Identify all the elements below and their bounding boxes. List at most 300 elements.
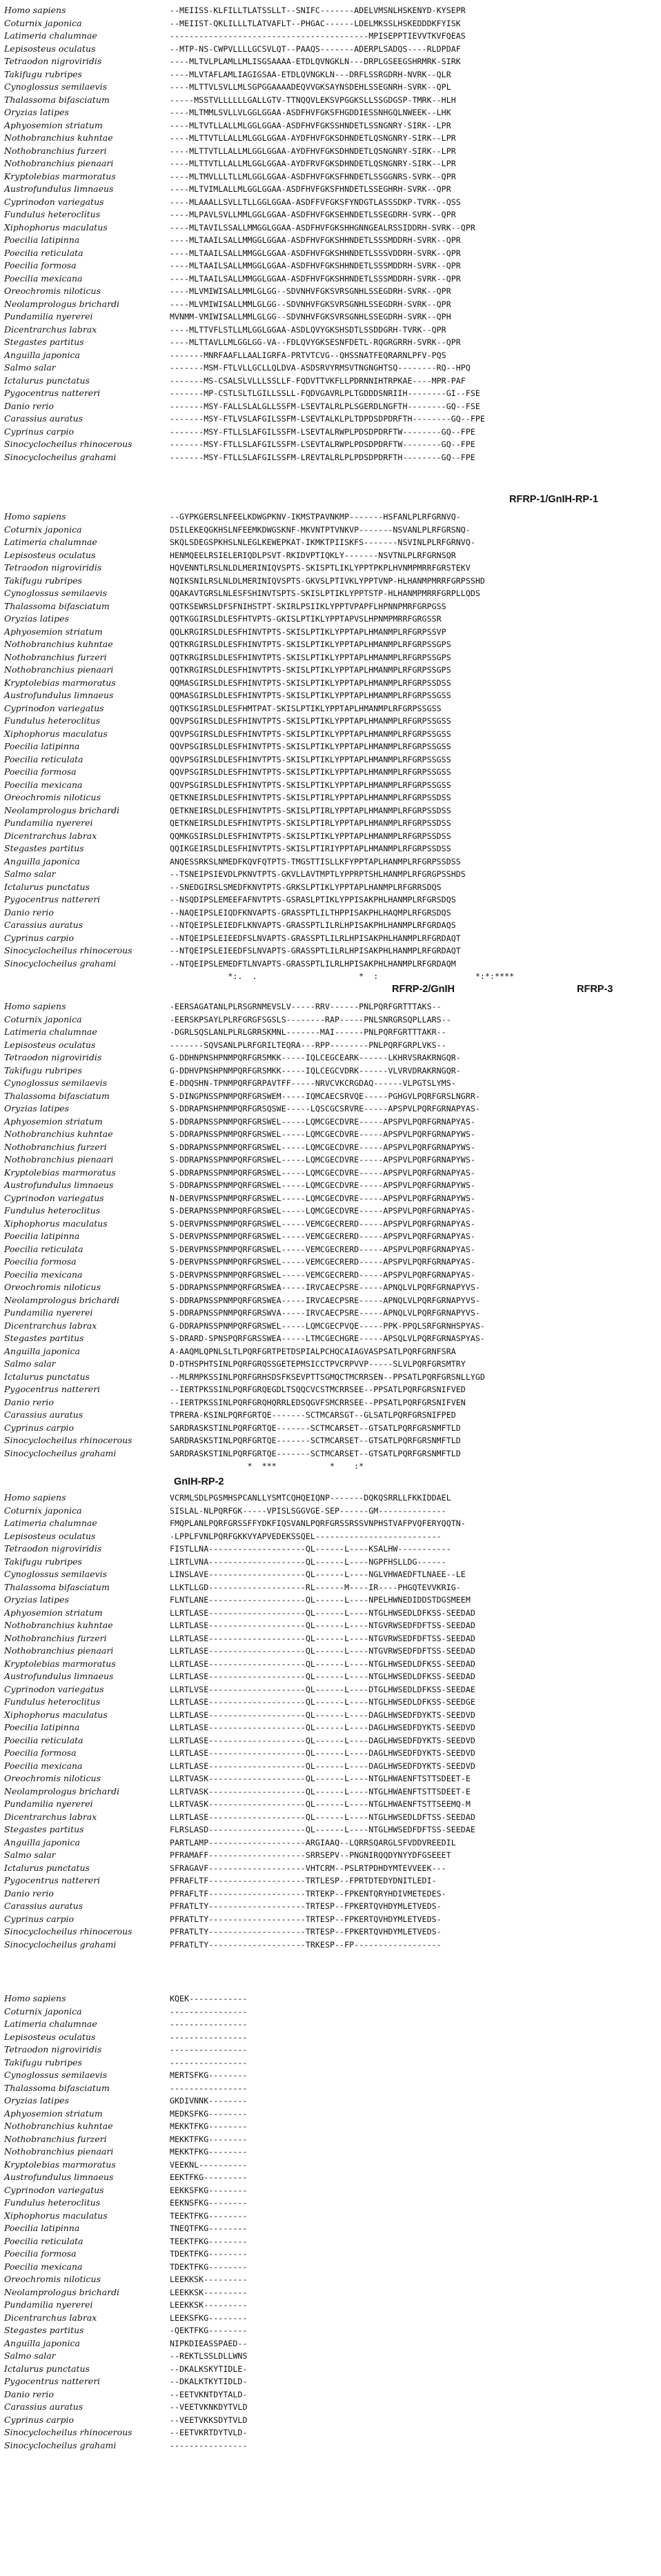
species-name: Sinocyclocheilus rhinocerous (4, 1926, 132, 1936)
sequence: QQTKRGIRSLDLESFHINVTPTS-SKISLPTIKLYPPTAPLHMANMPLRFGRPSSGPS (170, 652, 451, 662)
species-name: Anguilla japonica (4, 2337, 80, 2348)
sequence: ----MLTAVILSSALLMMGGLGGAA-ASDFHVFGKSHHGNNGEALRSSIDDRH-SVRK--QPR (170, 222, 475, 232)
alignment-row (0, 2057, 661, 2070)
sequence: --NTQEIPSLEIEDFLKNVAPTS-GRASSPTLILRLHPISAKPHLHANMPLRFGRDAQS (170, 920, 456, 930)
alignment-row (0, 30, 661, 43)
alignment-row (0, 221, 661, 235)
species-name: Cyprinodon variegatus (4, 196, 104, 207)
alignment-row (0, 349, 661, 362)
rfrp3-label: RFRP-3 (577, 984, 613, 995)
sequence: LLRTLASE--------------------QL------L----NTGLHWSEDLDFKSS-SEEDAD (170, 1658, 475, 1669)
sequence: -QEKTFKG-------- (170, 2326, 248, 2335)
sequence: FMQPLANLPQRFGRSSFFYDKFIQSVANLPQRFGRSSRSSVNPHSTVAFPVQFERYQQTN- (170, 1518, 466, 1528)
species-name: Tetraodon nigroviridis (4, 56, 102, 66)
species-name: Poecilia latipinna (4, 235, 80, 245)
alignment-row (0, 1492, 661, 1505)
alignment-row (0, 842, 661, 855)
sequence: LLRTLASE--------------------QL------L----NTGVRWSEDFDFTSS-SEEDAD (170, 1621, 475, 1630)
sequence: QQAKAVTGRSLNLESFSHINVTSPTS-SKISLPTIKLYPPTSTP-HLHANMPMRRFGRPLLQDS (170, 588, 480, 598)
alignment-row (0, 2018, 661, 2031)
sequence: QETKNEIRSLDLESFHINVTPTS-SKISLPTIRLYPPTAPLHMANMPLRFGRPSSDSS (170, 805, 451, 815)
alignment-row (0, 626, 661, 639)
sequence: LLRTLASE--------------------QL------L----NTGLHWSEDLDFKSS-SEEDAD (170, 1607, 475, 1618)
sequence: PFRATLTY--------------------TRTESP--FPKERTQVHDYMLETVEDS- (170, 1901, 442, 1911)
alignment-row (0, 310, 661, 324)
alignment-row (0, 1925, 661, 1939)
alignment-row (0, 2069, 661, 2082)
consensus-row (0, 1460, 661, 1473)
sequence: -EERSKPSAYLPLRFGRGFSGSLS--------RAP-----PNLSNRGRSQPLLARS-- (170, 1014, 451, 1024)
alignment-row (0, 1153, 661, 1167)
alignment-row (0, 1128, 661, 1141)
species-name: Neolamprologus brichardi (4, 298, 120, 309)
species-name: Anguilla japonica (4, 855, 80, 866)
alignment-row (0, 587, 661, 600)
alignment-row (0, 830, 661, 843)
species-name: Cyprinodon variegatus (4, 2184, 104, 2195)
species-name: Thalassoma bifasciatum (4, 1090, 110, 1101)
alignment-row (0, 55, 661, 68)
species-name: Xiphophorus maculatus (4, 728, 108, 739)
species-name: Anguilla japonica (4, 1345, 80, 1356)
species-name: Carassius auratus (4, 2401, 83, 2412)
species-name: Cynoglossus semilaevis (4, 588, 107, 598)
species-name: Carassius auratus (4, 1901, 83, 1911)
alignment-row (0, 1900, 661, 1913)
alignment-block (0, 1000, 661, 1473)
sequence: S-DERVPNSSPNMPQRFGRSWEL-----VEMCGECRERD-----APSPVLPQRFGRNAPYAS- (170, 1269, 475, 1280)
sequence: -------MNRFAAFLLAALIGRFA-PRTVTCVG--QHSSNATFEQRARNLPFV-PQS (170, 350, 446, 360)
alignment-row (0, 855, 661, 869)
alignment-row (0, 2363, 661, 2376)
alignment-row (0, 1447, 661, 1460)
alignment-row (0, 1747, 661, 1760)
sequence: E-DDQSHN-TPNMPQRFGRPAVTFF-----NRVCVKCRGDAQ------VLPGTSLYMS- (170, 1078, 456, 1088)
sequence: PFRAMAFF--------------------SRRSEPV--PNGNIRQQDYNYYDFGSEEET (170, 1850, 451, 1860)
species-name: Pundamilia nyererei (4, 311, 93, 321)
species-name: Pundamilia nyererei (4, 1307, 93, 1318)
alignment-row (0, 1256, 661, 1269)
sequence: -LPPLFVNLPQRFGKKVYAPVEDEKSSQEL-------------------------- (170, 1531, 442, 1541)
sequence: S-DERVPNSSPNMPQRFGRSWEL-----VEMCGECRERD-----APSPVLPQRFGRNAPYAS- (170, 1257, 475, 1267)
sequence: S-DDRAPNSSPNMPQRFGRSWEL-----LQMCGECDVRE-----APSPVLPQRFGRNAPYAS- (170, 1116, 475, 1127)
species-name: Sinocyclocheilus grahami (4, 1447, 117, 1458)
species-name: Nothobranchius furzeri (4, 1141, 107, 1152)
sequence: LLRTLASE--------------------QL------L----NTGVRWSEDFDFTSS-SEEDAD (170, 1633, 475, 1643)
sequence: SFRAGAVF--------------------VHTCRM--PSLRTPDHDYMTEVVEEK--- (170, 1863, 446, 1873)
alignment-row (0, 2235, 661, 2248)
species-name: Fundulus heteroclitus (4, 1205, 101, 1216)
sequence: ----MLTAAILSALLMMGGLGGAA-ASDFHVFGKSHHNDETLSSSMDDRH-SVRK--QPR (170, 273, 461, 284)
sequence: --NTQEIPSLEMEDFTLNVAPTS-GRASSPTLILRLHPISAKPHLHANMPLRFGRDAQM (170, 958, 456, 969)
alignment-row (0, 1632, 661, 1645)
sequence: -------MSY-FTLLSLAFGILSSFM-LSEVTALRWPLPDSDPDRFTW--------GQ--FPE (170, 426, 475, 437)
alignment-row (0, 196, 661, 209)
species-name: Oreochromis niloticus (4, 286, 101, 296)
species-name: Tetraodon nigroviridis (4, 562, 102, 573)
alignment-row (0, 1090, 661, 1103)
sequence: VEEKNL---------- (170, 2159, 248, 2170)
species-name: Xiphophorus maculatus (4, 2210, 108, 2221)
species-name: Poecilia reticulata (4, 1243, 83, 1254)
species-name: Poecilia mexicana (4, 779, 83, 790)
sequence: LLRTLASE--------------------QL------L----DAGLHWSEDFDYKTS-SEEDVD (170, 1761, 475, 1771)
species-name: Salmo salar (4, 362, 56, 373)
sequence: N-DERVPNSSPNMPQRFGRSWEL-----LQMCGECDVRE-----APSPVLPQRFGRNAPYWS- (170, 1193, 475, 1203)
sequence: S-DDRAPNSSPNMPQRFGRSWVA-----IRVCAECPSRE-----APNQLVLPQRFGRNAPYVS- (170, 1308, 480, 1318)
sequence: SARDRASKSTINLPQRFGRTQE-------SCTMCARSET--GTSATLPQRFGRSNMFTLD (170, 1448, 461, 1458)
alignment-row (0, 1051, 661, 1064)
sequence: G-DDHNPNSHPNMPQRFGRSMKK-----IQLCEGCEARK------LKHRVSRAKRNGQR- (170, 1053, 461, 1062)
alignment-row (0, 400, 661, 413)
species-name: Xiphophorus maculatus (4, 1218, 108, 1229)
sequence: ----MLTAAILSALLMMGGLGGAA-ASDFHVFGKSHHNDETLSSSVDDRH-SVRK--QPR (170, 248, 461, 258)
alignment-row (0, 1039, 661, 1052)
sequence: S-DDRAPNSSPNMPQRFGRSWEL-----LQMCGECDVRE-----APSPVLPQRFGRNAPYWS- (170, 1180, 475, 1190)
species-name: Pundamilia nyererei (4, 2299, 93, 2310)
alignment-row (0, 2043, 661, 2057)
alignment-row (0, 1823, 661, 1836)
alignment-block (0, 4, 661, 464)
alignment-row (0, 2171, 661, 2184)
alignment-row (0, 285, 661, 298)
species-name: Nothobranchius kuhntae (4, 639, 113, 649)
sequence: S-DERVPNSSPNMPQRFGRSWEL-----VEMCGECRERD-----APSPVLPQRFGRNAPYAS- (170, 1231, 475, 1241)
sequence: -------MSY-FTLLSLAFGILSSFM-LREVTALRLPLPDSDPDRFTH--------GQ--FPE (170, 452, 475, 462)
alignment-row (0, 1243, 661, 1256)
alignment-row (0, 106, 661, 119)
sequence: --NSQDIPSLEMEEFAFNVTPTS-GSRASLPTIKLYPPISAKPHLHANMPLRFGRSDQS (170, 895, 456, 904)
alignment-row (0, 779, 661, 792)
alignment-row (0, 259, 661, 273)
species-name: Poecilia latipinna (4, 741, 80, 751)
sequence: QQMASGIRSLDLESFHINVTPTS-SKISLPTIKLYPPTAPLHMANMPLRFGRPSSGSS (170, 691, 451, 700)
alignment-row (0, 1543, 661, 1556)
sequence: TDEKTFKG-------- (170, 2261, 248, 2272)
species-name: Homo sapiens (4, 1993, 66, 2003)
sequence: LINSLAVE--------------------QL------L----NGLVHWAEDFTLNAEE--LE (170, 1569, 466, 1579)
species-name: Coturnix japonica (4, 2005, 82, 2017)
alignment-row (0, 1785, 661, 1799)
species-name: Fundulus heteroclitus (4, 1696, 101, 1707)
alignment-row (0, 1874, 661, 1888)
species-name: Pygocentrus nattereri (4, 388, 101, 398)
species-name: Danio rerio (4, 906, 54, 918)
alignment-row (0, 298, 661, 311)
sequence: --NTQEIPSLEIEEDFSLNVAPTS-GRASSPTLILRLHPISAKPHLHANMPLRFGRDAQT (170, 946, 461, 955)
species-name: Sinocyclocheilus grahami (4, 1939, 117, 1950)
species-name: Stegastes partitus (4, 1333, 84, 1343)
alignment-row (0, 1734, 661, 1747)
sequence: ----MLTAAILSALLMMGGLGGAA-ASDFHVFGKSHHNDETLSSSMDDRH-SVRK--QPR (170, 235, 461, 245)
sequence: --MTP-NS-CWPVLLLLGCSVLQT--PAAQS-------ADERPLSADQS----RLDPDAF (170, 43, 461, 54)
alignment-row (0, 387, 661, 400)
sequence: MVNMM-VMIWISALLMMLGLGG--SDVNHVFGKSVRSGNHLSSEGDRH-SVRK--QPH (170, 312, 451, 321)
alignment-row (0, 324, 661, 337)
sequence: ---------------- (170, 2019, 248, 2029)
sequence: SARDRASKSTINLPQRFGRTQE-------SCTMCARSET--GTSATLPQRFGRSNMFTLD (170, 1436, 461, 1445)
sequence: LLRTLASE--------------------QL------L----DAGLHWSEDFDYKTS-SEEDVD (170, 1748, 475, 1758)
sequence: S-DERVPNSSPNMPQRFGRSWEL-----VEMCGECRERD-----APSPVLPQRFGRNAPYAS- (170, 1244, 475, 1254)
alignment-row (0, 2031, 661, 2044)
species-name: Nothobranchius kuhntae (4, 1620, 113, 1630)
alignment-row (0, 1294, 661, 1307)
species-name: Neolamprologus brichardi (4, 2286, 120, 2297)
species-name: Nothobranchius pienaari (4, 1154, 114, 1165)
species-name: Ictalurus punctatus (4, 2363, 90, 2374)
species-name: Austrofundulus limnaeus (4, 1671, 114, 1681)
alignment-row (0, 893, 661, 906)
species-name: Danio rerio (4, 1396, 54, 1407)
alignment-row (0, 524, 661, 537)
alignment-row (0, 2082, 661, 2095)
alignment-block (0, 1492, 661, 1951)
species-name: Neolamprologus brichardi (4, 1785, 120, 1796)
sequence: S-DINGPNSSPNMPQRFGRSWEM-----IQMCAECSRVQE-----PGHGVLPQRFGRSLNGRR- (170, 1091, 480, 1101)
species-name: Pygocentrus nattereri (4, 1384, 101, 1394)
species-name: Danio rerio (4, 2388, 54, 2399)
species-name: Aphyosemion striatum (4, 626, 103, 637)
sequence: EEKTFKG--------- (170, 2172, 248, 2182)
sequence: QQTKRGIRSLDLESFHINVTPTS-SKISLPTIKLYPPTAPLHMANMPLRFGRPSSGPS (170, 665, 451, 675)
sequence: SKQLSDEGSPKHSLNLEGLKEWEPKAT-IKMKTPIISKFS-------NSVINLPLRFGRNVQ- (170, 537, 475, 547)
species-name: Sinocyclocheilus grahami (4, 451, 117, 462)
species-name: Coturnix japonica (4, 1013, 82, 1024)
sequence: QQLKRGIRSLDLESFHINVTPTS-SKISLPTIKLYPPTAPLHMANMPLRFGRPSSVP (170, 626, 446, 637)
species-name: Nothobranchius furzeri (4, 145, 107, 156)
sequence: -----------------------------------------MPISEPPTIEVVTKVFQEAS (170, 31, 466, 41)
species-name: Carassius auratus (4, 920, 83, 930)
species-name: Cynoglossus semilaevis (4, 2070, 107, 2080)
alignment-row (0, 1862, 661, 1875)
species-name: Cyprinodon variegatus (4, 1192, 104, 1203)
sequence: QQIKGEIRSLDLESFHINVTPTS-SKISLPTIRIYPPTAPLHMANMPLRFGRPSSDSS (170, 844, 451, 853)
sequence: LEEKKSK--------- (170, 2300, 248, 2310)
species-name: Latimeria chalumnae (4, 1518, 97, 1528)
alignment-row (0, 1269, 661, 1282)
alignment-row (0, 817, 661, 830)
sequence: ----MLTMVLLLTLLMLGGLGGAA-ASDFHVFGKSFHNDETLSSGGNRS-SVRK--QPR (170, 171, 456, 181)
alignment-row (0, 1849, 661, 1862)
species-name: Homo sapiens (4, 511, 66, 522)
sequence: -------MS-CSALSLVLLLSSLLF-FQDVTTVKFLLPDRNNIHTRPKAE----MPR-PAF (170, 375, 466, 386)
alignment-row (0, 562, 661, 575)
sequence: --SNEDGIRSLSMEDFKNVTPTS-GRKSLPTIKLYPPTAPLHANMPLRFGRRSDQS (170, 882, 442, 892)
sequence: DSILEKEQGKHSLNFEEMKDWGSKNF-MKVNTPTVNKVP-------NSVANLPLRFGRSNQ- (170, 524, 471, 535)
alignment-row (0, 919, 661, 932)
sequence: PFRATLTY--------------------TRKESP--FP------------------ (170, 1939, 442, 1950)
species-name: Kryptolebias marmoratus (4, 170, 116, 181)
alignment-row (0, 1013, 661, 1027)
alignment-row (0, 2426, 661, 2439)
sequence: ----MLVTAFLAMLIAGIGSAA-ETDLQVNGKLN---DRFLSSRGDRH-NVRK--QLR (170, 69, 451, 79)
species-name: Poecilia mexicana (4, 2261, 83, 2272)
species-name: Nothobranchius kuhntae (4, 1129, 113, 1139)
alignment-row (0, 2108, 661, 2121)
species-name: Anguilla japonica (4, 1836, 80, 1847)
sequence: FLNTLANE--------------------QL------L----NPELHWNEDIDDSTDGSMEEM (170, 1595, 471, 1605)
alignment-row (0, 1116, 661, 1129)
alignment-row (0, 1077, 661, 1090)
species-name: Tetraodon nigroviridis (4, 1543, 102, 1554)
species-name: Ictalurus punctatus (4, 375, 90, 386)
sequence: HENMQEELRSIELERIQDLPSVT-RKIDVPTIQKLY-------NSVTNLPLRFGRNSQR (170, 550, 456, 560)
species-name: Thalassoma bifasciatum (4, 94, 110, 105)
sequence: EEKNSFKG-------- (170, 2198, 248, 2208)
species-name: Cyprinus carpio (4, 426, 75, 437)
species-name: Austrofundulus limnaeus (4, 184, 114, 194)
alignment-row (0, 1434, 661, 1447)
alignment-row (0, 247, 661, 260)
alignment-row (0, 600, 661, 613)
species-name: Aphyosemion striatum (4, 1116, 103, 1127)
alignment-row (0, 94, 661, 107)
alignment-row (0, 1167, 661, 1180)
alignment-row (0, 2388, 661, 2401)
species-name: Poecilia formosa (4, 1747, 77, 1758)
sequence: --IERTPKSSINLPQRFGRQHQRRLEDSQGVFSMCRRSEE--PPSATLPQRFGRSNIFVEN (170, 1397, 466, 1407)
species-name: Kryptolebias marmoratus (4, 1167, 116, 1178)
sequence: --MLRMPKSSINLPQRFGRHSDSFKSEVPTTSGMQCTMCRRSEN--PPSATLPQRFGRSNLLYGD (170, 1371, 485, 1382)
sequence: S-DERAPNSSPNMPQRFGRSWEL-----LQMCGECDVRE-----APSPVLPQRFGRNAPYAS- (170, 1206, 475, 1216)
consensus-symbols: * *** * :* (170, 1461, 364, 1471)
species-name: Poecilia latipinna (4, 2223, 80, 2233)
alignment-row (0, 145, 661, 158)
sequence: ANQESSRKSLNMEDFKQVFQTPTS-TMGSTTISLLKFYPPTAPLHANMPLRFGRPSSDSS (170, 856, 461, 866)
species-name: Austrofundulus limnaeus (4, 1180, 114, 1190)
alignment-row (0, 43, 661, 56)
species-name: Takifugu rubripes (4, 2057, 82, 2068)
alignment-row (0, 1332, 661, 1345)
alignment-row (0, 68, 661, 81)
species-name: Latimeria chalumnae (4, 1027, 97, 1037)
sequence: ----MLTTVTLLALLMLGGLGGAA-AYDFHVFGKSDHNDETLQSNGNRY-SIRK--LPR (170, 133, 456, 143)
species-name: Homo sapiens (4, 1492, 66, 1503)
species-name: Salmo salar (4, 869, 56, 879)
sequence: TNEQTFKG-------- (170, 2223, 248, 2233)
species-name: Oryzias latipes (4, 1594, 69, 1605)
alignment-row (0, 170, 661, 184)
sequence: -EERSAGATANLPLRSGRNMEVSLV-----RRV------PNLPQRFGRTTTAKS-- (170, 1002, 442, 1011)
sequence: LLRTVASK--------------------QL------L----NTGLHWAENFTSTTSDEET-E (170, 1786, 471, 1796)
sequence: ----MLTTVLSVLLMLSGPGGAAAADEQVVGKSAYNSDEHLSSEGNRH-SVRK--QPL (170, 82, 451, 92)
alignment-row (0, 2414, 661, 2427)
sequence: --DKALKTKYTIDLD- (170, 2377, 248, 2386)
sequence: --TSNEIPSIEVDLPKNVTPTS-GKVLLAVTMPTLYPPRPTSHLHANMPLRFGRGPSSHDS (170, 869, 466, 879)
alignment-row (0, 715, 661, 728)
species-name: Takifugu rubripes (4, 68, 82, 79)
sequence: --IERTPKSSINLPQRFGRQEGDLTSQQCVCSTMCRRSEE--PPSATLPQRFGRSNIFVED (170, 1385, 466, 1394)
species-name: Oreochromis niloticus (4, 2274, 101, 2284)
sequence: TEEKTFKG-------- (170, 2236, 248, 2246)
species-name: Oreochromis niloticus (4, 792, 101, 802)
alignment-row (0, 1205, 661, 1218)
alignment-row (0, 4, 661, 17)
alignment-row (0, 1383, 661, 1396)
alignment-row (0, 638, 661, 651)
alignment-row (0, 1505, 661, 1518)
species-name: Nothobranchius furzeri (4, 1632, 107, 1643)
alignment-row (0, 2375, 661, 2388)
species-name: Pundamilia nyererei (4, 818, 93, 828)
alignment-row (0, 728, 661, 741)
alignment-row (0, 1026, 661, 1039)
species-name: Nothobranchius kuhntae (4, 132, 113, 143)
species-name: Sinocyclocheilus grahami (4, 2439, 117, 2450)
alignment-block (0, 1992, 661, 2452)
sequence: ---------------- (170, 2057, 248, 2068)
species-name: Pygocentrus nattereri (4, 894, 101, 904)
sequence: QQTKRGIRSLDLESFHINVTPTS-SKISLPTIKLYPPTAPLHMANMPLRFGRPSSGPS (170, 640, 451, 649)
species-name: Cyprinus carpio (4, 2414, 75, 2425)
species-name: Fundulus heteroclitus (4, 2197, 101, 2208)
sequence: LLRTLASE--------------------QL------L----NTGVRWSEDFDFTSS-SEEDAD (170, 1646, 475, 1656)
alignment-row (0, 1102, 661, 1116)
species-name: Thalassoma bifasciatum (4, 600, 110, 611)
species-name: Oryzias latipes (4, 107, 69, 117)
alignment-row (0, 1307, 661, 1320)
sequence: G-DDHVPNSHPNMPQRFGRSMKK-----IQLCEGCVDRK------VLVRVDRAKRNGQR- (170, 1065, 461, 1076)
species-name: Poecilia mexicana (4, 1269, 83, 1280)
species-name: Poecilia reticulata (4, 2235, 83, 2246)
species-name: Latimeria chalumnae (4, 537, 97, 547)
species-name: Takifugu rubripes (4, 575, 82, 586)
species-name: Takifugu rubripes (4, 1556, 82, 1567)
alignment-row (0, 766, 661, 779)
alignment-row (0, 2210, 661, 2223)
sequence: QETKNEIRSLDLESFHINVTPTS-SKISLPTIRLYPPTAPLHMANMPLRFGRPSSDSS (170, 793, 451, 802)
alignment-row (0, 273, 661, 286)
species-name: Cyprinus carpio (4, 932, 75, 943)
sequence: FISTLLNA--------------------QL------L----KSALHW----------- (170, 1544, 451, 1554)
alignment-row (0, 208, 661, 221)
species-name: Danio rerio (4, 400, 54, 411)
alignment-row (0, 753, 661, 766)
sequence: LLKTLLGD--------------------RL------M----IR----PHGQTEVVKRIG- (170, 1582, 461, 1592)
species-name: Coturnix japonica (4, 17, 82, 28)
sequence: --EETVKRTDYTVLD- (170, 2428, 248, 2437)
alignment-row (0, 1000, 661, 1013)
alignment-row (0, 881, 661, 894)
species-name: Salmo salar (4, 2350, 56, 2361)
sequence: --EETVKNTDYTALD- (170, 2389, 248, 2399)
alignment-row (0, 1396, 661, 1409)
alignment-row (0, 2133, 661, 2146)
species-name: Aphyosemion striatum (4, 119, 103, 130)
alignment-row (0, 1064, 661, 1078)
alignment-row (0, 958, 661, 971)
species-name: Poecilia formosa (4, 1256, 77, 1267)
sequence: LLRTLASE--------------------QL------L----DAGLHWSEDFDYKTS-SEEDVD (170, 1710, 475, 1720)
species-name: Oreochromis niloticus (4, 1282, 101, 1292)
species-name: Ictalurus punctatus (4, 1371, 90, 1382)
sequence: QQVPSGIRSLDLESFHINVTPTS-SKISLPTIKLYPPTAPLHMANMPLRFGRPSSGSS (170, 729, 451, 739)
alignment-row (0, 2197, 661, 2210)
alignment-row (0, 119, 661, 132)
species-name: Poecilia mexicana (4, 1760, 83, 1771)
species-name: Sinocyclocheilus rhinocerous (4, 1435, 132, 1445)
sequence: -------MSY-FTLLSLAFGILSSFM-LSEVTALRWPLPDSDPDRFTW--------GQ--FPE (170, 439, 475, 449)
sequence: --GYPKGERSLNFEELKDWGPKNV-IKMSTPAVNKMP-------HSFANLPLRFGRNVQ- (170, 512, 461, 522)
sequence: HQVENNTLRSLNLDLMERINIQVSPTS-SKISPTLIKLYPPTPKPLHVNMPMRRFGRSTEKV (170, 563, 471, 573)
alignment-row (0, 1568, 661, 1581)
sequence: TDEKTFKG-------- (170, 2249, 248, 2259)
species-name: Latimeria chalumnae (4, 30, 97, 41)
alignment-row (0, 361, 661, 375)
species-name: Cynoglossus semilaevis (4, 1078, 107, 1088)
species-name: Homo sapiens (4, 5, 66, 15)
alignment-row (0, 1530, 661, 1543)
